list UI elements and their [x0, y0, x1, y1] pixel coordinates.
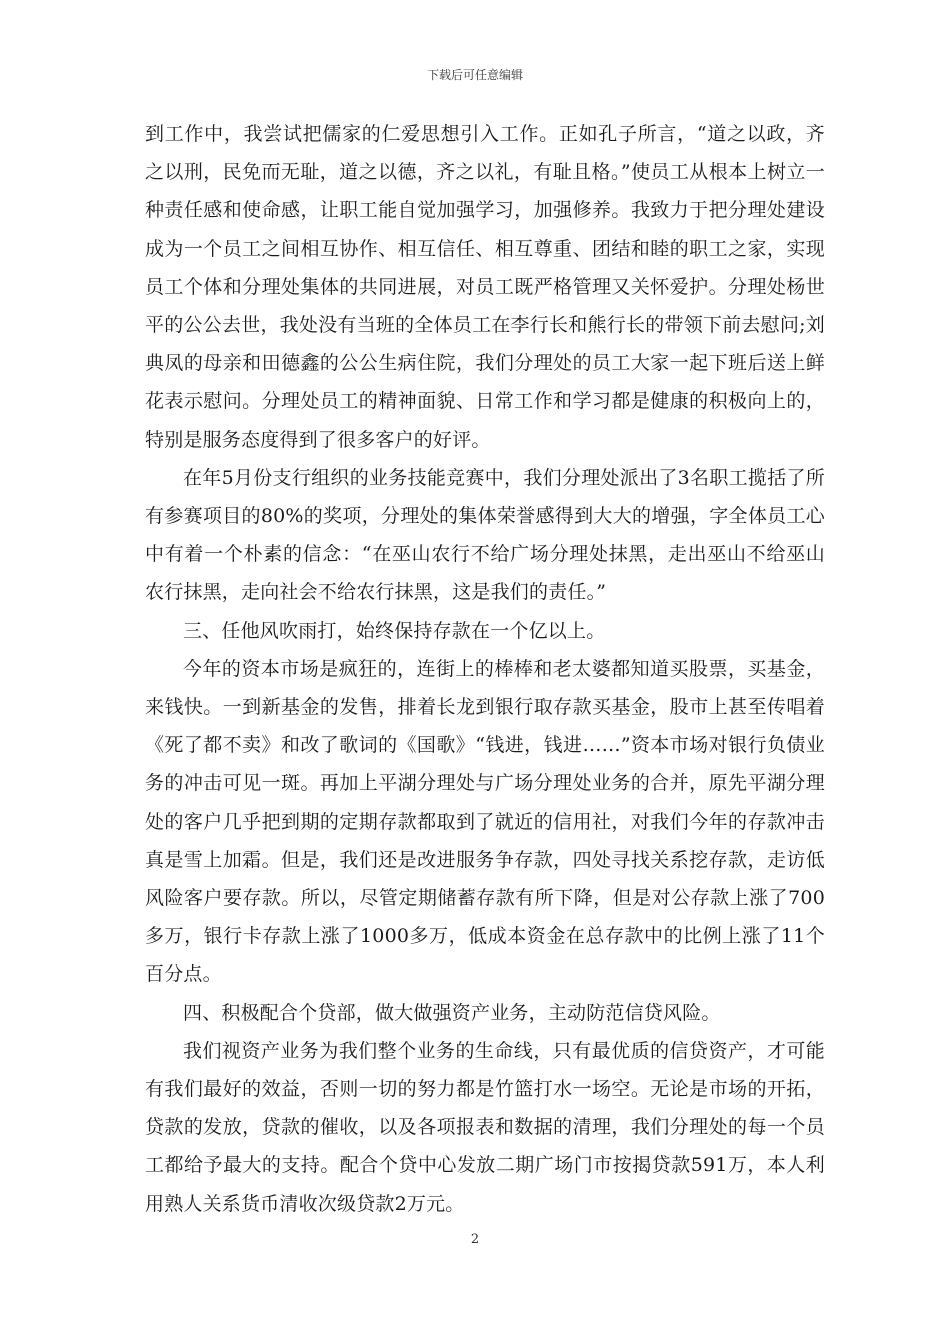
paragraph-competition: 在年5月份支行组织的业务技能竞赛中，我们分理处派出了3名职工揽括了所有参赛项目的80%的奖项，分理处的集体荣誉感得到大大的增强，字全体员工心中有着一个朴素的信念：“在巫山农行不给广场分理处抹黑，走出巫山不给巫山农行抹黑，走向社会不给农行抹黑，这是我们的责任。”: [145, 466, 825, 604]
section-heading-four: 四、积极配合个贷部，做大做强资产业务，主动防范信贷风险。: [183, 1001, 721, 1024]
document-body: [145, 115, 825, 1223]
section-heading-three: 三、任他风吹雨打，始终保持存款在一个亿以上。: [183, 619, 606, 642]
page-header: 下载后可任意编辑: [426, 68, 523, 82]
page-number: 2: [470, 1232, 480, 1247]
paragraph-assets: 我们视资产业务为我们整个业务的生命线，只有最优质的信贷资产，才可能有我们最好的效益，否则一切的努力都是竹篮打水一场空。无论是市场的开拓，贷款的发放，贷款的催收，以及各项报表和数据的清理，我们分理处的每一个员工都给予最大的支持。配合个贷中心发放二期广场门市按揭贷款591万，本人利用熟人关系货币清收次级贷款2万元。: [145, 1039, 825, 1215]
paragraph-capital-market: 今年的资本市场是疯狂的，连街上的棒棒和老太婆都知道买股票，买基金，来钱快。一到新基金的发售，排着长龙到银行取存款买基金，股市上甚至传唱着《死了都不卖》和改了歌词的《国歌》“钱进，钱进……”资本市场对银行负债业务的冲击可见一斑。再加上平湖分理处与广场分理处业务的合并，原先平湖分理处的客户几乎把到期的定期存款都取到了就近的信用社，对我们今年的存款冲击真是雪上加霜。但是，我们还是改进服务争存款，四处寻找关系挖存款，走访低风险客户要存款。所以，尽管定期储蓄存款有所下降，但是对公存款上涨了700多万，银行卡存款上涨了1000多万，低成本资金在总存款中的比例上涨了11个百分点。: [145, 657, 825, 986]
paragraph-continuation: 到工作中，我尝试把儒家的仁爱思想引入工作。正如孔子所言，“道之以政，齐之以刑，民免而无耻，道之以德，齐之以礼，有耻且格。”使员工从根本上树立一种责任感和使命感，让职工能自觉加强学习，加强修养。我致力于把分理处建设成为一个员工之间相互协作、相互信任、相互尊重、团结和睦的职工之家，实现员工个体和分理处集体的共同进展，对员工既严格管理又关怀爱护。分理处杨世平的公公去世，我处没有当班的全体员工在李行长和熊行长的带领下前去慰问;刘典凤的母亲和田德鑫的公公生病住院，我们分理处的员工大家一起下班后送上鲜花表示慰问。分理处员工的精神面貌、日常工作和学习都是健康的积极向上的，特别是服务态度得到了很多客户的好评。: [145, 123, 825, 451]
